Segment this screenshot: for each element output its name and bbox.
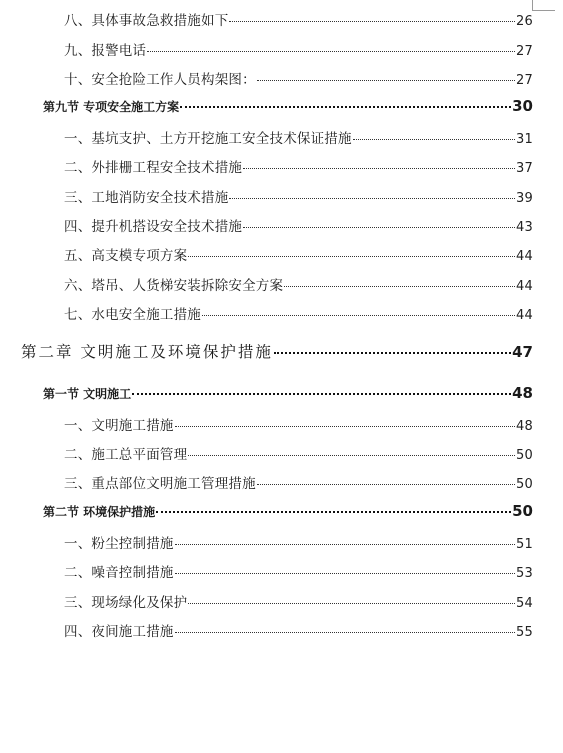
- toc-entry[interactable]: [64, 9, 533, 29]
- toc-entry-page: 50: [516, 448, 533, 463]
- toc-section-entry[interactable]: [43, 384, 533, 402]
- dot-leader: [188, 455, 515, 456]
- toc-entry-page: 50: [516, 477, 533, 492]
- toc-entry-title: 二、施工总平面管理: [64, 447, 188, 463]
- toc-entry-page: 27: [516, 44, 533, 59]
- dot-leader: [175, 544, 515, 545]
- toc-entry-page: 55: [516, 625, 533, 640]
- toc-entry[interactable]: [64, 127, 533, 147]
- toc-entry[interactable]: [64, 561, 533, 581]
- toc-entry-title: 二、外排栅工程安全技术措施: [64, 160, 243, 176]
- dot-leader: [243, 168, 515, 169]
- toc-entry-page: 44: [516, 249, 533, 264]
- dot-leader: [175, 632, 515, 633]
- toc-entry[interactable]: [64, 68, 533, 88]
- toc-entry-page: 43: [516, 220, 533, 235]
- toc-entry-title: 五、高支模专项方案: [64, 248, 188, 264]
- toc-section-entry[interactable]: [43, 502, 533, 520]
- toc-entry[interactable]: [64, 215, 533, 235]
- toc-entry-page: 30: [512, 97, 533, 115]
- dot-leader: [175, 426, 515, 427]
- toc-entry-title: 四、提升机搭设安全技术措施: [64, 219, 243, 235]
- toc-entry-title: 二、噪音控制措施: [64, 565, 174, 581]
- dot-leader: [257, 484, 515, 485]
- toc-entry-page: 48: [516, 419, 533, 434]
- toc-entry-page: 27: [516, 73, 533, 88]
- dot-leader: [274, 352, 511, 354]
- toc-chapter-entry[interactable]: [21, 340, 533, 362]
- toc-entry[interactable]: [64, 303, 533, 323]
- dot-leader: [243, 227, 515, 228]
- toc-entry[interactable]: [64, 443, 533, 463]
- toc-entry-title: 八、具体事故急救措施如下: [64, 13, 229, 29]
- toc-entry-title: 一、基坑支护、土方开挖施工安全技术保证措施: [64, 131, 352, 147]
- toc-entry[interactable]: [64, 591, 533, 611]
- toc-entry[interactable]: [64, 620, 533, 640]
- dot-leader: [188, 256, 515, 257]
- toc-entry-page: 47: [512, 343, 533, 361]
- toc-entry-page: 48: [512, 384, 533, 402]
- page-corner-mark: [532, 0, 555, 11]
- dot-leader: [202, 315, 515, 316]
- dot-leader: [132, 393, 511, 395]
- toc-entry-title: 三、现场绿化及保护: [64, 595, 188, 611]
- toc-entry-page: 37: [516, 161, 533, 176]
- toc-entry-page: 51: [516, 537, 533, 552]
- toc-entry-title: 第一节 文明施工: [43, 387, 132, 401]
- toc-entry-page: 44: [516, 279, 533, 294]
- dot-leader: [257, 80, 515, 81]
- toc-entry-page: 26: [516, 14, 533, 29]
- toc-entry-title: 一、文明施工措施: [64, 418, 174, 434]
- toc-entry[interactable]: [64, 244, 533, 264]
- toc-entry[interactable]: [64, 274, 533, 294]
- toc-entry-title: 七、水电安全施工措施: [64, 307, 201, 323]
- dot-leader: [175, 573, 515, 574]
- toc-entry-page: 44: [516, 308, 533, 323]
- dot-leader: [229, 21, 515, 22]
- toc-entry-title: 三、工地消防安全技术措施: [64, 190, 229, 206]
- dot-leader: [156, 511, 511, 513]
- toc-entry[interactable]: [64, 532, 533, 552]
- dot-leader: [180, 106, 511, 108]
- toc-entry[interactable]: [64, 39, 533, 59]
- toc-entry-title: 第二章 文明施工及环境保护措施: [21, 343, 273, 361]
- toc-entry[interactable]: [64, 414, 533, 434]
- toc-entry-title: 九、报警电话: [64, 43, 147, 59]
- toc-entry-page: 54: [516, 596, 533, 611]
- toc-entry-page: 39: [516, 191, 533, 206]
- toc-entry-page: 31: [516, 132, 533, 147]
- dot-leader: [284, 286, 515, 287]
- toc-entry-title: 一、粉尘控制措施: [64, 536, 174, 552]
- toc-entry-title: 六、塔吊、人货梯安装拆除安全方案: [64, 278, 284, 294]
- toc-entry[interactable]: [64, 156, 533, 176]
- dot-leader: [147, 51, 515, 52]
- toc-entry-page: 53: [516, 566, 533, 581]
- toc-entry-title: 三、重点部位文明施工管理措施: [64, 476, 256, 492]
- toc-entry-title: 十、安全抢险工作人员构架图：: [64, 72, 256, 88]
- dot-leader: [188, 603, 515, 604]
- toc-entry-title: 第九节 专项安全施工方案: [43, 100, 180, 114]
- dot-leader: [229, 198, 515, 199]
- toc-section-entry[interactable]: [43, 97, 533, 115]
- toc-entry-title: 四、夜间施工措施: [64, 624, 174, 640]
- toc-entry[interactable]: [64, 186, 533, 206]
- toc-entry-title: 第二节 环境保护措施: [43, 505, 156, 519]
- toc-entry-page: 50: [512, 502, 533, 520]
- dot-leader: [353, 139, 515, 140]
- toc-entry[interactable]: [64, 472, 533, 492]
